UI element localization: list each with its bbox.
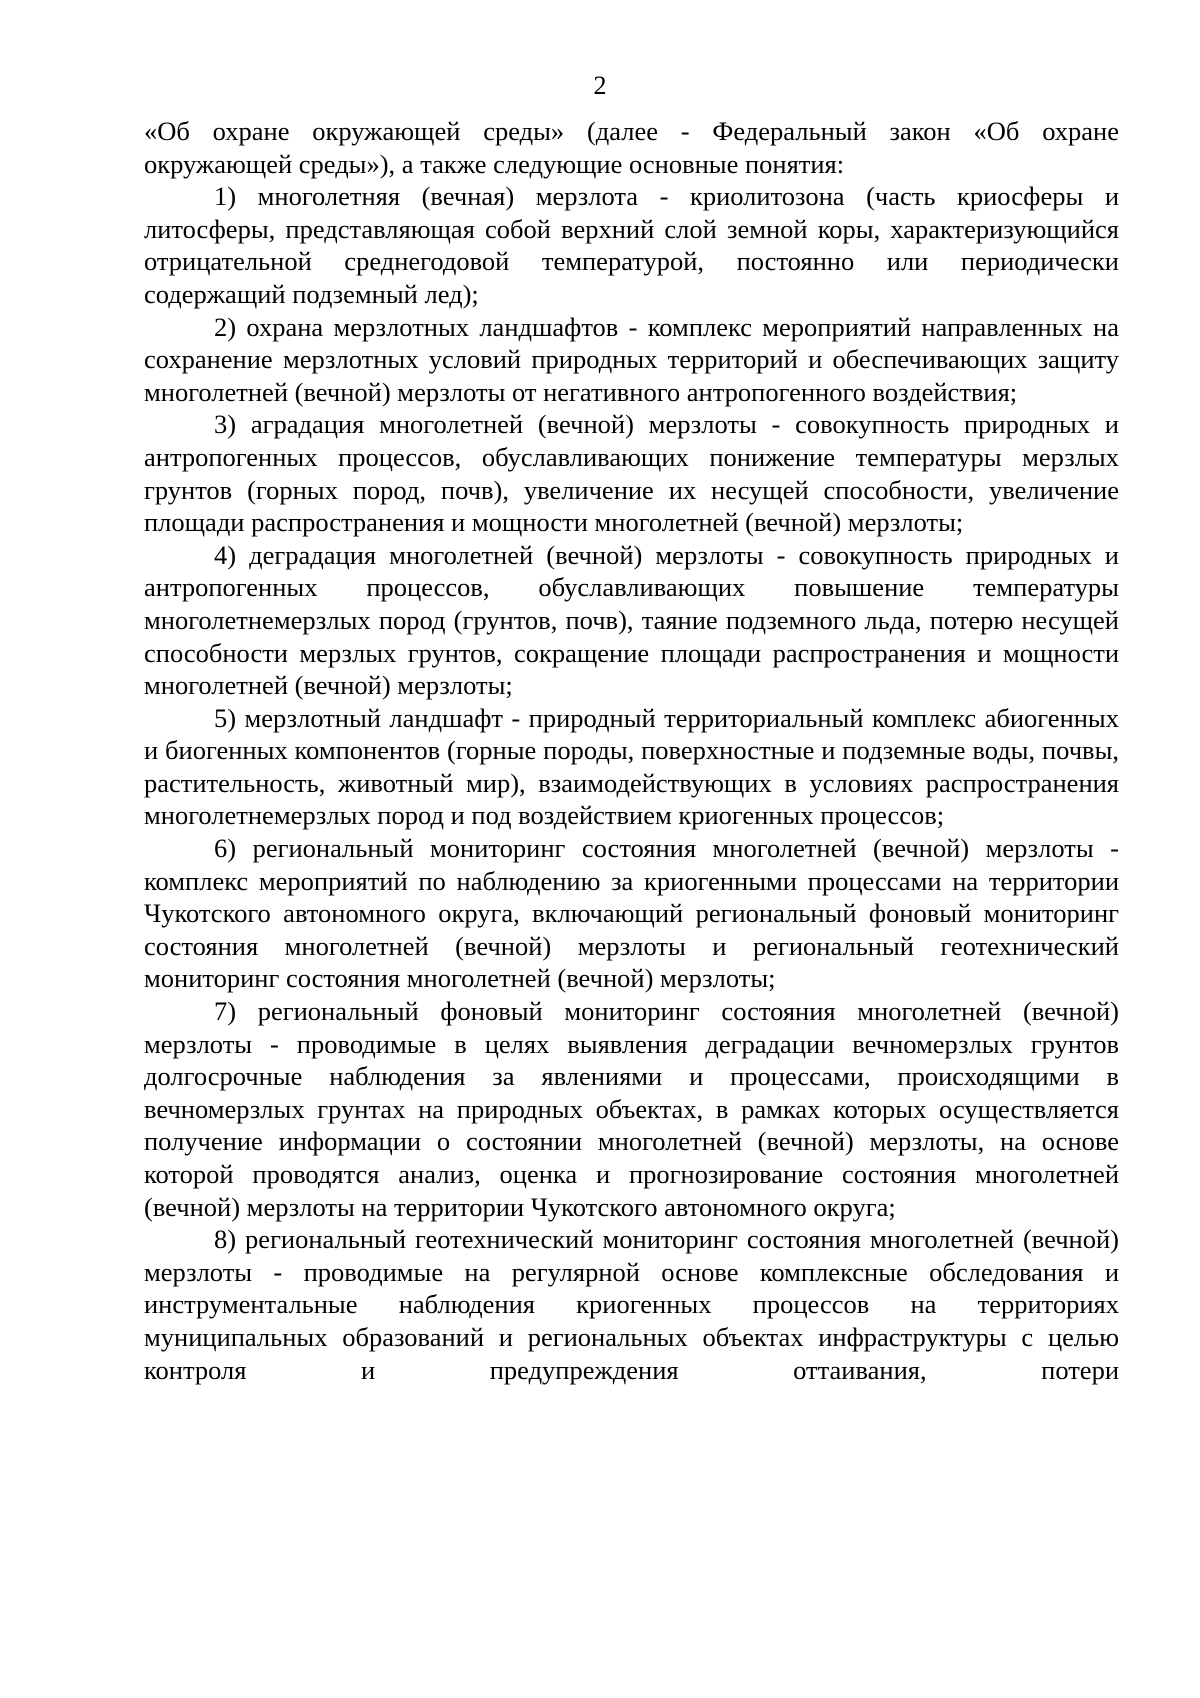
- paragraph-definition-4: 4) деградация многолетней (вечной) мерзлоты - совокупность природных и антропогенных процессов, обуславливающих повышение температуры многолетнемерзлых пород (грунтов, почв), таяние подземного льда, потерю несущей способности мерзлых грунтов, сокращение площади распространения и мощности многолетней (вечной) мерзлоты;: [144, 539, 1119, 701]
- page-number: 2: [593, 71, 607, 100]
- paragraph-definition-7: 7) региональный фоновый мониторинг состояния многолетней (вечной) мерзлоты - проводимые в целях выявления деградации вечномерзлых грунтов долгосрочные наблюдения за явлениями и процессами, происходящими в вечномерзлых грунтах на природных объектах, в рамках которых осуществляется получение информации о состоянии многолетней (вечной) мерзлоты, на основе которой проводятся анализ, оценка и прогнозирование состояния многолетней (вечной) мерзлоты на территории Чукотского автономного округа;: [144, 996, 1119, 1222]
- paragraph-definition-2: 2) охрана мерзлотных ландшафтов - комплекс мероприятий направленных на сохранение мерзлотных условий природных территорий и обеспечивающих защиту многолетней (вечной) мерзлоты от негативного антропогенного воздействия;: [144, 311, 1119, 407]
- paragraph-definition-3: 3) аградация многолетней (вечной) мерзлоты - совокупность природных и антропогенных процессов, обуславливающих понижение температуры мерзлых грунтов (горных пород, почв), увеличение их несущей способности, увеличение площади распространения и мощности многолетней (вечной) мерзлоты;: [144, 409, 1119, 538]
- paragraph-definition-6: 6) региональный мониторинг состояния многолетней (вечной) мерзлоты - комплекс мероприятий по наблюдению за криогенными процессами на территории Чукотского автономного округа, включающий региональный фоновый мониторинг состояния многолетней (вечной) мерзлоты и региональный геотехнический мониторинг состояния многолетней (вечной) мерзлоты;: [144, 833, 1119, 994]
- document-body: [144, 115, 1119, 1386]
- paragraph-definition-5: 5) мерзлотный ландшафт - природный территориальный комплекс абиогенных и биогенных компонентов (горные породы, поверхностные и подземные воды, почвы, растительность, животный мир), взаимодействующих в условиях распространения многолетнемерзлых пород и под воздействием криогенных процессов;: [144, 702, 1119, 831]
- paragraph-intro-continuation: «Об охране окружающей среды» (далее - Федеральный закон «Об охране окружающей среды»), а также следующие основные понятия:: [144, 116, 1119, 179]
- paragraph-definition-1: 1) многолетняя (вечная) мерзлота - криолитозона (часть криосферы и литосферы, представляющая собой верхний слой земной коры, характеризующийся отрицательной среднегодовой температурой, постоянно или периодически содержащий подземный лед);: [144, 181, 1119, 309]
- paragraph-definition-8: 8) региональный геотехнический мониторинг состояния многолетней (вечной) мерзлоты - проводимые на регулярной основе комплексные обследования и инструментальные наблюдения криогенных процессов на территориях муниципальных образований и региональных объектах инфраструктуры с целью контроля и предупреждения оттаивания, потери: [144, 1224, 1119, 1385]
